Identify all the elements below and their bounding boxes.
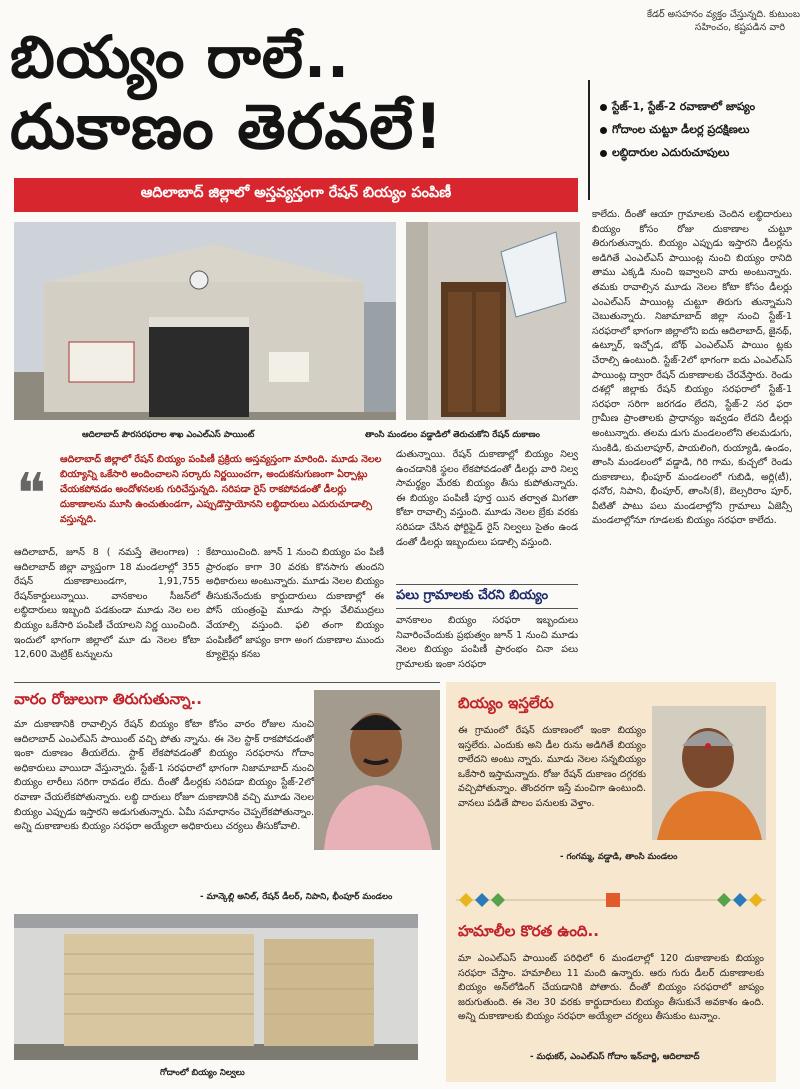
pull-quote: ఆదిలాబాద్ జిల్లాలో రేషన్ బియ్యం పంపిణీ ప్రక్రియ అస్తవ్యస్తంగా మారింది. మూడు నెలల బియ్యాన్ని ఒకేసారి అందించాలని సర్కారు నిర్ణయించగా, అందుకనుగుణంగా ఏర్పాట్లు చేయకపోవడం అందోళనలకు గురిచేస్తున్నది. సరిపడా రైస్ రాకపోవడంతో డీలర్లు దుకాణాలను మూసి ఉంచుతుండగా, ఎప్పుడొస్తాయోనని లబ్ధిదారులు ఎదురుచూడాల్సి వస్తున్నది. [60, 454, 382, 525]
headline-line-1: బియ్యం రాలే.. [10, 23, 351, 91]
dealer-box-title: వారం రోజులుగా తిరుగుతున్నా.. [14, 690, 202, 708]
decorative-divider [456, 890, 766, 910]
body-column-3b: వానకాలం బియ్యం సరఫరా ఇబ్బందులు నివారించేందుకు ప్రభుత్వం జూన్ 1 నుంచి మూడు నెలల బియ్యం పంపిణీ ప్రారంభం చినా పలు గ్రామాలకు ఇంకా సరఫరా [396, 615, 578, 670]
section-rule [14, 682, 440, 683]
godown-photo [14, 914, 418, 1060]
godown-signature: - మధుకర్, ఎంఎల్ఎస్ గోదాం ఇన్‌చార్జి, ఆదిలాబాద్ [530, 1052, 700, 1062]
body-column-3a: డుతున్నాయి. రేషన్ దుకాణాల్లో బియ్యం నిల్వ ఉంచడానికి స్థలం లేకపోవడంతో డీలర్లు వారి నిల్వ సామర్థ్యం మేరకు బియ్యం తీసు కుపోతున్నారు. ఈ బియ్యం పంపిణీ పూర్త యిన తర్వాత మిగతా కోటా రావాల్సి వస్తుంది. మూడు నెలల బ్రేకు వరకు సరిపడా చేసిన ఫోర్టిఫైడ్ రైస్ నిల్వలు సైతం ఉండ డంతో డీలర్లు ఇబ్బందులు పడాల్సి వస్తుంది. [396, 449, 578, 548]
shop-photo [406, 222, 580, 420]
shop-illustration [406, 222, 580, 420]
quote-mark-icon: ❝ [16, 462, 47, 527]
beneficiary-box-text: ఈ గ్రామంలో రేషన్ దుకాణంలో ఇంకా బియ్యం ఇస్తలేరు. ఎందుకు అని డీల రును అడిగితే బియ్యం రాలేదని అంటు న్నారు. మూడు నెలల సన్నబియ్యం ఒకేసారి ఇస్తామన్నారు. రోజు రేషన్ దుకాణం దగ్గరకు వచ్చిపోతున్నాం. తొందరగా ఇస్తే మంచిగా ఉంటుంది. వానలు పడితే పొలం పనులకు వెళ్తాం. [458, 725, 646, 809]
warehouse-photo-caption: ఆదిలాబాద్ పౌరసరఫరాల శాఖ ఎంఎల్ఎస్ పాయింట్ [82, 430, 255, 440]
godown-illustration [14, 914, 418, 1060]
beneficiary-signature: - గంగమ్మ, వడ్డాడి, తాంసి మండలం [560, 852, 678, 862]
previous-article-fragment: కేడర్ అసహనం వ్యక్తం చేస్తున్నది. కుటుంబ సహించం, కష్టపడిన వారి [647, 9, 800, 33]
headline-line-2: దుకాణం తెరవలే! [10, 90, 444, 163]
dealer-portrait-illustration [314, 690, 440, 850]
dealer-portrait [314, 690, 440, 850]
dealer-box-text: మా దుకాణానికి రావాల్సిన రేషన్ బియ్యం కోటా కోసం వారం రోజుల నుంచి ఆదిలాబాద్ ఎంఎల్ఎస్ పాయింట్ వచ్చి పోతు న్నాను. ఈ నెల స్టాక్ రాకపోవడంతో ఇంకా దుకాణం తీయలేదు. స్టాక్ లేకపోవడంతో బియ్యం సరఫరాను గోదాం అధికారులు వాయిదా వేస్తున్నారు. స్టేజ్-1 సరఫరాలో భాగంగా నిజామాబాద్ నుంచి బియ్యం లారీలు సరిగా రావడం లేదు. దీంతో డీలర్లకు సరిపడా బియ్యం స్టేజ్-2లో రవాణా చేయలేకపోతున్నారు. లబ్ధి దారులు రోజూ దుకాణానికి వచ్చి మూడు నెలల బియ్యం ఎప్పుడు ఇస్తారని అడుగుతున్నారు. ఏమీ సమాధానం చెప్పలేకపోతున్నాం. అన్ని దుకాణాలకు బియ్యం సరఫరా అయ్యేలా అధికారులు చర్యలు తీసుకోవాలి. [14, 719, 314, 833]
section-rule [396, 584, 578, 585]
body-column-2: కేటాయించింది. జూన్ 1 నుంచి బియ్యం పం పిణీ ప్రారంభం కాగా 30 వరకు కొనసాగు తుందని అధికారులు అంటున్నారు. మూడు నెలల బియ్యం తీసుకునేందుకు కార్డుదారులు దుకాణాల్లో ఈ పోస్ యంత్రంపై మూడు సార్లు వేలిముద్రలు వేయాల్సి వస్తుంది. ఫలి తంగా బియ్యం పంపిణీలో జాప్యం కాగా అంగ దుకాణాల ముందు క్యూలైన్లు కనబ [206, 547, 384, 661]
highlight-item: గోదాంల చుట్టూ డీలర్ల ప్రదక్షిణలు [598, 123, 796, 137]
highlights-list [598, 100, 796, 169]
beneficiary-box-title: బియ్యం ఇస్తలేరు [458, 694, 554, 712]
sub-heading: పలు గ్రామాలకు చేరని బియ్యం [396, 588, 549, 603]
highlight-item: లబ్ధిదారుల ఎదురుచూపులు [598, 146, 796, 160]
shop-photo-caption: తాంసి మండలం వడ్డాడిలో తెరుచుకోని రేషన్ దుకాణం [365, 430, 540, 440]
dealer-signature: - మాన్కెల్లి అనిల్, రేషన్ డీలర్, నిపాని, భీంపూర్ మండలం [200, 892, 393, 902]
body-column-1: ఆదిలాబాద్, జూన్ 8 ( నమస్తే తెలంగాణ) : ఆదిలాబాద్ జిల్లా వ్యాప్తంగా 18 మండలాల్లో 355 రేషన్ దుకాణాలుండగా, 1,91,755 రేషన్‌కార్డులున్నాయి. వానకాలం సీజన్‌లో లబ్ధిదారులు ఇబ్బంది పడకుండా మూడు నెల లల బియ్యం ఒకేసారి పంపిణీ చేయాలని నిర్ణ యించింది. ఇందులో భాగంగా జిల్లాలో మూ డు నెలల కోటా 12,600 మెట్రిక్ టన్నులను [14, 547, 200, 661]
divider [588, 80, 590, 200]
banner-subheadline: ఆదిలాబాద్ జిల్లాలో అస్తవ్యస్తంగా రేషన్ బియ్యం పంపిణీ [14, 178, 578, 212]
highlight-item: స్టేజ్-1, స్టేజ్-2 రవాణాలో జాప్యం [598, 100, 796, 114]
warehouse-photo [14, 222, 396, 420]
beneficiary-portrait [652, 706, 766, 840]
diamond-divider-icon [456, 890, 766, 910]
godown-box-text: మా ఎంఎల్ఎస్ పాయింట్ పరిధిలో 6 మండలాల్లో 120 దుకాణాలకు బియ్యం సరఫరా చేస్తాం. హమాలీలు 11 మంది ఉన్నారు. ఆరు గురు డీలర్ దుకాణాలకు బియ్యం అన్‌లోడింగ్ చేయడానికి పోతారు. దీంతో బియ్యం సరఫరాలో జాప్యం జరుగుతుంది. ఈ నెల 30 వరకు కార్డుదారులు బియ్యం తీసుకునే అవకాశం ఉంది. అన్ని దుకాణాలకు బియ్యం సరఫరా అయ్యేలా చర్యలు తీసుకుం టున్నాం. [458, 953, 764, 1023]
beneficiary-portrait-illustration [652, 706, 766, 840]
body-column-4: కాలేదు. దీంతో ఆయా గ్రామాలకు చెందిన లబ్ధిదారులు బియ్యం కోసం రోజు దుకాణాల చుట్టూ తిరుగుతున్నారు. బియ్యం ఎప్పుడు ఇస్తారని డీలర్లను అడిగితే ఎంఎల్ఎస్ పాయింట్ల నుంచి బియ్యం రానిది తాము ఎక్కడి నుంచి ఇవ్వాలని వారు అంటున్నారు. తమకు రావాల్సిన మూడు నెలల కోటా కోసం డీలర్లు ఎంఎల్ఎస్ పాయింట్ల చుట్టూ తిరుగు తున్నామని చెబుతున్నారు. నిజామాబాద్ జిల్లా నుంచి స్టేజ్-1 సరఫరాలో భాగంగా జిల్లాలోని ఐదు ఆదిలాబాద్, జైనథ్, ఉట్నూర్, ఇచ్చోడ, బోథ్ ఎంఎల్ఎస్ పాయిం ట్లకు చేరాల్సి ఉంటుంది. స్టేజ్-2లో భాగంగా ఐదు ఎంఎల్ఎస్ పాయింట్ల ద్వారా రేషన్ దుకాణాలకు చేరవేస్తారు. రెండు దశల్లో జిల్లాకు రేషన్ బియ్యం సరఫరాలో స్టేజ్-1 సరఫరా సరిగా జరగడం లేదని, స్టేజ్-2 సర ఫరా గ్రామీణ ప్రాంతాలకు ప్రాధాన్యం ఇవ్వడం లేదని డీలర్లు అంటున్నారు. తలమ డుగు మండలంలోని తలమడుగు, సుంకిడి, కుచులాపూర్, పాయలింగి, రుయ్యాడి, ఉండం, తాంసి మండలంలో వడ్డాడి, గిరి గామ, కుచ్చలో రెండు దుకాణాలు, భీంపూర్ మండలంలో గుబిడి, అర్లి(టీ), ధనోర, నిపాని, భీంపూర్, తాంసి(కే), బెల్సరిరాం పూర్, వీటితో పాటు పలు మండలాల్లోని గ్రామాలు ఏజెన్సీ మండలాల్లోనూ గూడలకు బియ్యం సరఫరా కాలేదు. [592, 209, 792, 527]
warehouse-illustration [14, 222, 396, 420]
godown-photo-caption: గోదాంలో బియ్యం నిల్వలు [160, 1068, 245, 1078]
godown-box-title: హమాలీల కొరత ఉంది.. [458, 922, 599, 940]
section-rule [396, 608, 578, 609]
